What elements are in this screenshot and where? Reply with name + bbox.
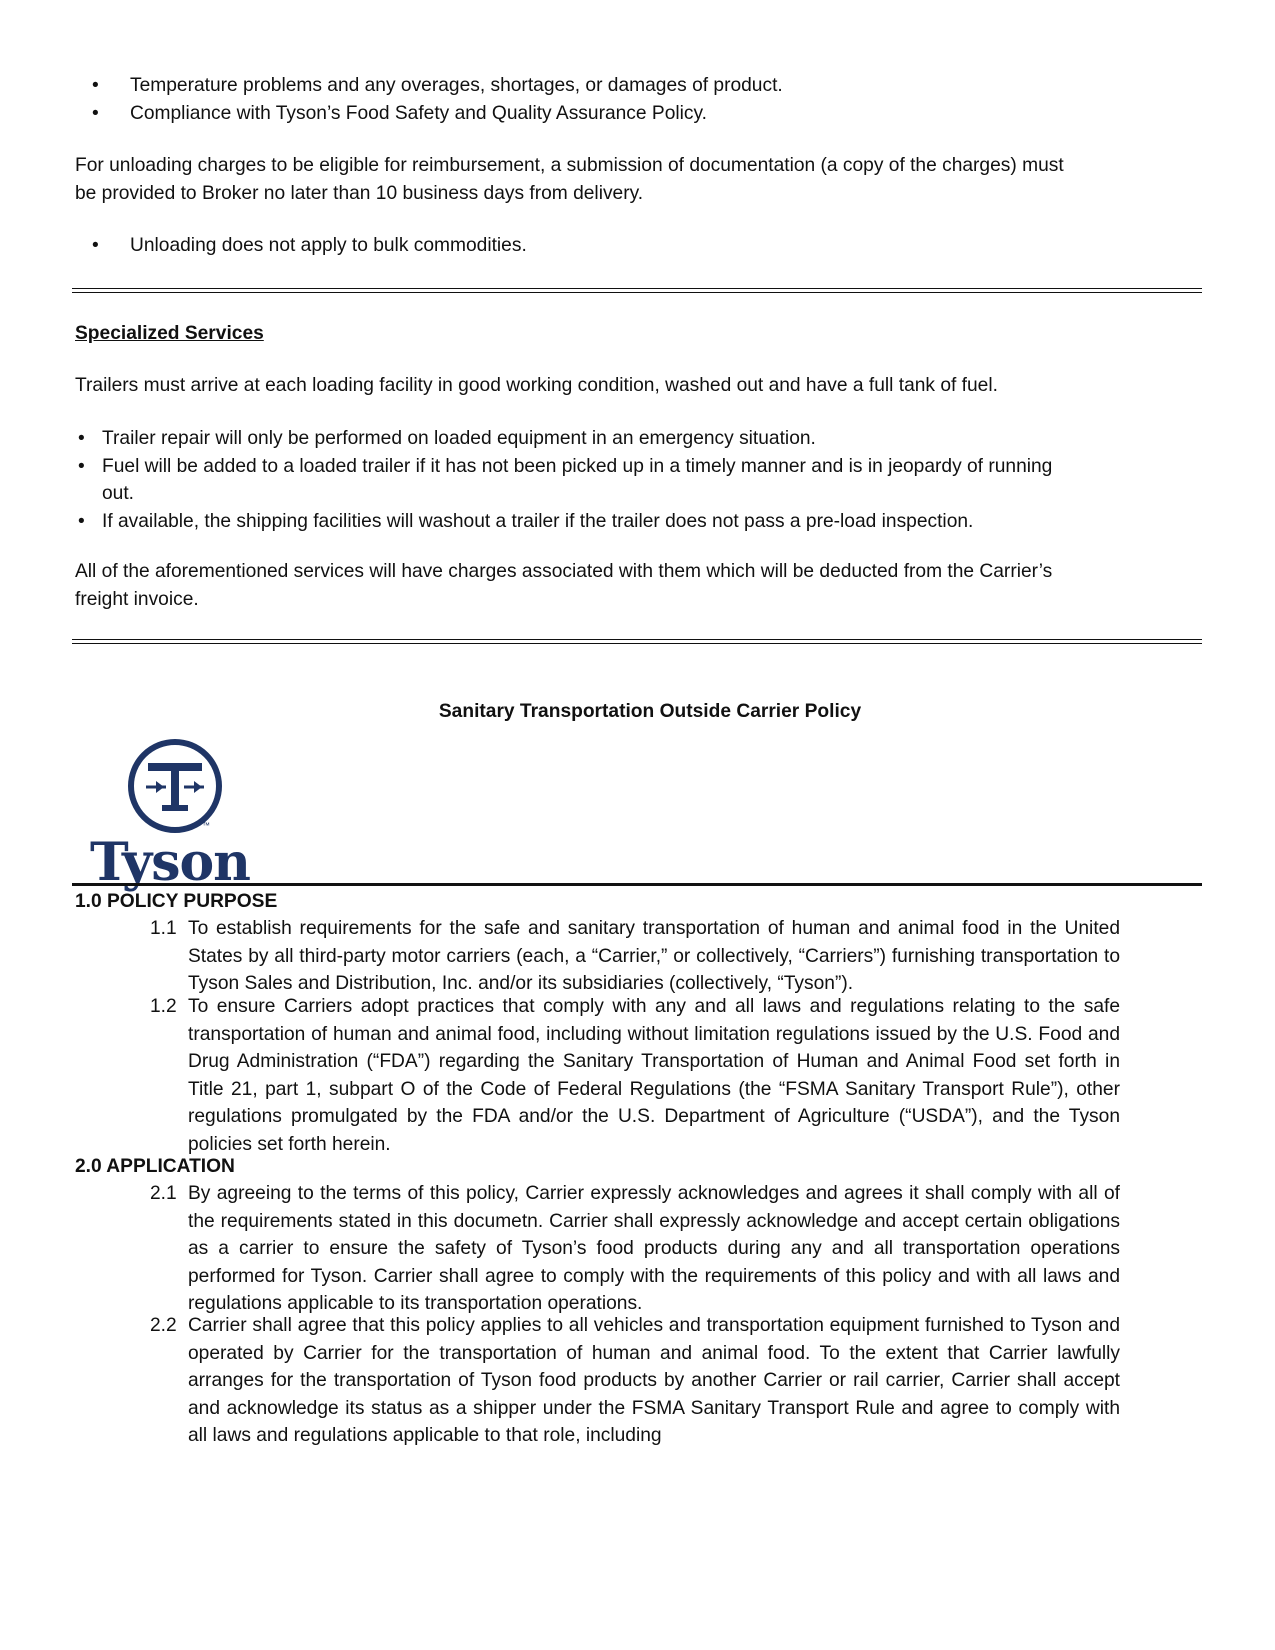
item-number: 2.1	[150, 1183, 177, 1204]
section-heading: 1.0 POLICY PURPOSE	[75, 891, 278, 912]
item-number: 2.2	[150, 1315, 177, 1336]
item-text: By agreeing to the terms of this policy, Carrier expressly acknowledges and agrees it shall comply with all of the requirements stated in this documetn. Carrier shall expressly acknowledge and accept certain obligations as a carrier to ensure the safety of Tyson’s food products during any and all transportation operations performed for Tyson. Carrier shall agree to comply with the requirements of this policy and with all laws and regulations applicable to its transportation operations.	[188, 1183, 1120, 1314]
unloading-bullet-list	[90, 232, 1175, 260]
specialized-closing: All of the aforementioned services will have charges associated with them which will be deducted from the Carrier’s freight invoice.	[75, 561, 1053, 610]
list-item: • Temperature problems and any overages, shortages, or damages of product.	[90, 72, 1175, 100]
section-divider	[72, 639, 1202, 644]
bullet-icon: •	[92, 75, 99, 96]
bullet-icon: •	[78, 455, 85, 477]
bullet-icon: •	[78, 510, 85, 532]
item-text: Carrier shall agree that this policy applies to all vehicles and transportation equipment furnished to Tyson and operated by Carrier for the transportation of human and animal food. To the extent that Carrier lawfully arranges for the transportation of Tyson food products by another Carrier or rail carrier, Carrier shall accept and acknowledge its status as a shipper under the FSMA Sanitary Transport Rule and agree to comply with all laws and regulations applicable to that role, including	[188, 1315, 1120, 1446]
list-item: • Trailer repair will only be performed on loaded equipment in an emergency situation.	[82, 425, 1062, 453]
policy-item	[150, 993, 1120, 1158]
item-text: To establish requirements for the safe and sanitary transportation of human and animal food in the United States by all third-party motor carriers (each, a “Carrier,” or collectively, “Carriers”) furnishing transportation to Tyson Sales and Distribution, Inc. and/or its subsidiaries (collectively, “Tyson”).	[188, 918, 1120, 994]
item-text: To ensure Carriers adopt practices that comply with any and all laws and regulations relating to the safe transportation of human and animal food, including without limitation regulations issued by the U.S. Food and Drug Administration (“FDA”) regarding the Sanitary Transportation of Human and Animal Food set forth in Title 21, part 1, subpart O of the Code of Federal Regulations (the “FSMA Sanitary Transport Rule”), other regulations promulgated by the FDA and/or the U.S. Department of Agriculture (“USDA”), and the Tyson policies set forth herein.	[188, 996, 1120, 1155]
list-item: • Unloading does not apply to bulk commodities.	[90, 232, 1175, 260]
policy-item	[150, 1312, 1120, 1450]
list-item: • If available, the shipping facilities will washout a trailer if the trailer does not pass a pre-load inspection.	[82, 508, 1062, 536]
top-bullet-list	[90, 72, 1175, 127]
section-heading: 2.0 APPLICATION	[75, 1156, 235, 1177]
policy-item	[150, 1180, 1120, 1318]
list-item: • Compliance with Tyson’s Food Safety and Quality Assurance Policy.	[90, 100, 1175, 128]
specialized-bullet-list	[78, 425, 1062, 535]
item-number: 1.2	[150, 996, 177, 1017]
bullet-icon: •	[78, 428, 85, 449]
unloading-paragraph: For unloading charges to be eligible for reimbursement, a submission of documentation (a copy of the charges) must be provided to Broker no later than 10 business days from delivery.	[75, 155, 1064, 204]
bullet-icon: •	[92, 235, 99, 256]
tyson-logo	[90, 735, 260, 895]
logo-wordmark: Tyson	[90, 832, 250, 893]
policy-item	[150, 915, 1120, 998]
bullet-icon: •	[92, 102, 99, 124]
list-item: • Fuel will be added to a loaded trailer if it has not been picked up in a timely manner and is in jeopardy of running out.	[82, 453, 1062, 508]
specialized-intro: Trailers must arrive at each loading facility in good working condition, washed out and have a full tank of fuel.	[75, 375, 998, 396]
trademark-mark: ™	[202, 821, 210, 830]
title-divider	[72, 883, 1202, 886]
policy-title: Sanitary Transportation Outside Carrier Policy	[438, 701, 862, 722]
item-number: 1.1	[150, 918, 177, 939]
specialized-services-heading: Specialized Services	[75, 323, 264, 344]
section-divider	[72, 288, 1202, 293]
